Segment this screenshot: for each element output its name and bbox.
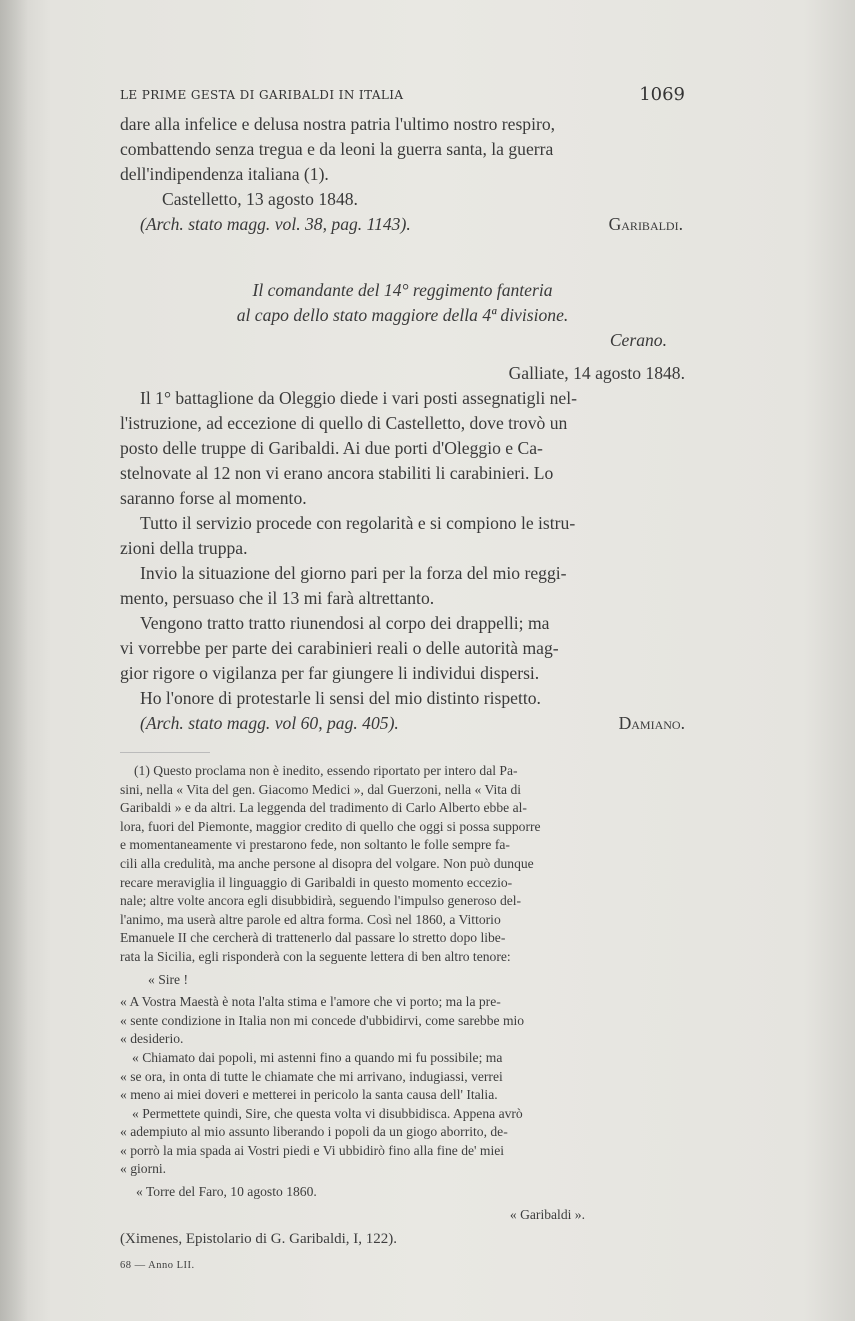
footnote-rule bbox=[120, 752, 210, 753]
letter-heading-place: Cerano. bbox=[609, 330, 667, 350]
text-line: stelnovate al 12 non vi erano ancora stabiliti li carabinieri. Lo bbox=[120, 463, 554, 483]
footnote-line: nale; altre volte ancora egli disubbidirà, seguendo l'impulso generoso del- bbox=[120, 893, 522, 909]
footnote-line: cili alla credulità, ma anche persone al disopra del volgare. Non può dunque bbox=[120, 855, 534, 871]
signature: Damiano. bbox=[618, 713, 685, 733]
quote-line: « adempiuto al mio assunto liberando i popoli da un giogo aborrito, de- bbox=[120, 1124, 508, 1140]
text-line: zioni della truppa. bbox=[120, 538, 248, 558]
quote-line: « se ora, in onta di tutte le chiamate che mi arrivano, indugiassi, verrei bbox=[120, 1068, 503, 1084]
footnote-source: (Ximenes, Epistolario di G. Garibaldi, I, 122). bbox=[120, 1231, 398, 1248]
paragraph bbox=[120, 611, 685, 686]
quote-line: « porrò la mia spada ai Vostri piedi e Vi ubbidirò fino alla fine de' miei bbox=[120, 1142, 505, 1158]
quote-line: « Chiamato dai popoli, mi astenni fino a quando mi fu possibile; ma bbox=[132, 1049, 503, 1065]
paragraph bbox=[120, 561, 685, 611]
letter-heading: Il comandante del 14° reggimento fanteria bbox=[252, 280, 553, 300]
quote-line: « Torre del Faro, 10 agosto 1860. bbox=[136, 1184, 317, 1200]
signature-mark: 68 — Anno LII. bbox=[120, 1259, 195, 1271]
footnote-line: sini, nella « Vita del gen. Giacomo Medici », dal Guerzoni, nella « Vita di bbox=[120, 781, 522, 797]
text-line: dare alla infelice e delusa nostra patria l'ultimo nostro respiro, bbox=[120, 114, 556, 134]
text-line: combattendo senza tregua e da leoni la guerra santa, la guerra bbox=[120, 139, 554, 159]
place-date: Galliate, 14 agosto 1848. bbox=[508, 363, 685, 383]
footnote-line: Garibaldi » e da altri. La leggenda del tradimento di Carlo Alberto ebbe al- bbox=[120, 800, 527, 816]
paragraph bbox=[120, 686, 685, 711]
quote-line: « desiderio. bbox=[120, 1031, 184, 1047]
paragraph bbox=[120, 386, 685, 511]
text-line: mento, persuaso che il 13 mi farà altrettanto. bbox=[120, 588, 435, 608]
page-number: 1069 bbox=[639, 84, 685, 105]
quote-signature: « Garibaldi ». bbox=[509, 1206, 585, 1222]
paragraph bbox=[120, 511, 685, 561]
running-header bbox=[120, 84, 685, 105]
quote-line: « Sire ! bbox=[148, 971, 189, 987]
quote-line: « giorni. bbox=[120, 1161, 167, 1177]
footnote-line: l'animo, ma userà altre parole ed altra forma. Così nel 1860, a Vittorio bbox=[120, 911, 501, 927]
archive-source: (Arch. stato magg. vol. 38, pag. 1143). bbox=[140, 214, 411, 234]
footnote-line: (1) Questo proclama non è inedito, essendo riportato per intero dal Pa- bbox=[134, 763, 518, 778]
signature: Garibaldi. bbox=[608, 214, 683, 234]
binding-shadow bbox=[0, 0, 28, 1321]
quote-line: « meno ai miei doveri e metterei in pericolo la santa causa dell' Italia. bbox=[120, 1087, 498, 1103]
running-title: LE PRIME GESTA DI GARIBALDI IN ITALIA bbox=[120, 88, 404, 102]
quote-line: « Permettete quindi, Sire, che questa volta vi disubbidisca. Appena avrò bbox=[132, 1105, 523, 1121]
text-line: Ho l'onore di protestarle li sensi del mio distinto rispetto. bbox=[140, 688, 541, 708]
letter-1 bbox=[120, 112, 685, 237]
quote-line: « A Vostra Maestà è nota l'alta stima e l'amore che vi porto; ma la pre- bbox=[120, 994, 501, 1010]
text-line: Il 1° battaglione da Oleggio diede i vari posti assegnatigli nel- bbox=[140, 388, 577, 408]
footnote-line: rata la Sicilia, egli risponderà con la seguente lettera di ben altro tenore: bbox=[120, 948, 511, 964]
text-line: gior rigore o vigilanza per far giungere li individui dispersi. bbox=[120, 663, 540, 683]
quote-line: « sente condizione in Italia non mi concede d'ubbidirvi, come sarebbe mio bbox=[120, 1012, 525, 1028]
text-line: posto delle truppe di Garibaldi. Ai due porti d'Oleggio e Ca- bbox=[120, 438, 543, 458]
text-line: saranno forse al momento. bbox=[120, 488, 307, 508]
text-line: dell'indipendenza italiana (1). bbox=[120, 164, 329, 184]
letter-2 bbox=[120, 278, 685, 736]
text-line: Invio la situazione del giorno pari per la forza del mio reggi- bbox=[140, 563, 567, 583]
text-line: Vengono tratto tratto riunendosi al corpo dei drappelli; ma bbox=[140, 613, 550, 633]
footnote bbox=[120, 762, 685, 1275]
footnote-line: e momentaneamente vi prestarono fede, non soltanto le folle sempre fa- bbox=[120, 837, 510, 853]
text-line: Tutto il servizio procede con regolarità e si compiono le istru- bbox=[140, 513, 576, 533]
letter-heading: al capo dello stato maggiore della 4ª divisione. bbox=[236, 305, 569, 325]
footnote-line: Emanuele II che cercherà di trattenerlo dal passare lo stretto dopo libe- bbox=[120, 930, 506, 946]
text-line: vi vorrebbe per parte dei carabinieri reali o delle autorità mag- bbox=[120, 638, 559, 658]
archive-source: (Arch. stato magg. vol 60, pag. 405). bbox=[140, 713, 399, 733]
text-line: l'istruzione, ad eccezione di quello di Castelletto, dove trovò un bbox=[120, 413, 568, 433]
footnote-line: lora, fuori del Piemonte, maggior credito di quello che oggi si possa supporre bbox=[120, 818, 541, 834]
footnote-line: recare meraviglia il linguaggio di Garibaldi in questo momento eccezio- bbox=[120, 874, 513, 890]
place-date: Castelletto, 13 agosto 1848. bbox=[162, 189, 358, 209]
